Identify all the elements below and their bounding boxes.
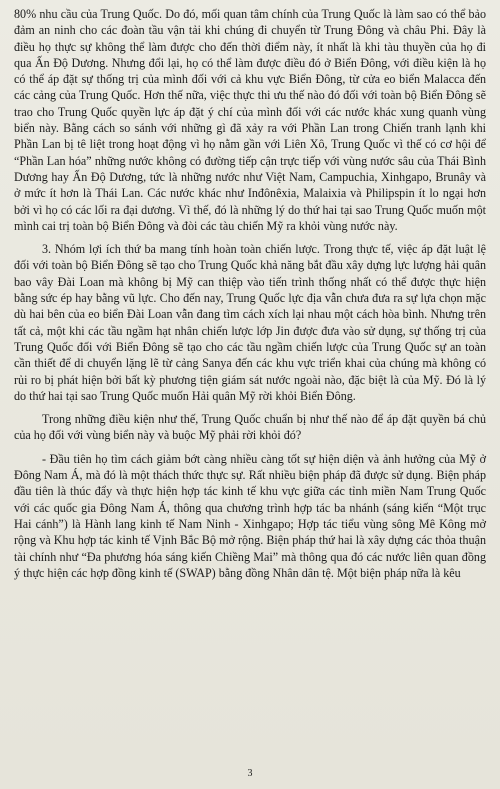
page-number: 3 bbox=[247, 768, 253, 779]
paragraph-4: - Đầu tiên họ tìm cách giảm bớt càng nhiều càng tốt sự hiện diện và ảnh hưởng của Mỹ ở Đông Nam Á, mà đó là một thách thức thực sự. Rất nhiều biện pháp đã được sử dụng. Biện pháp đầu tiên là thúc đẩy và thực hiện hợp tác kinh tế khu vực giữa các tỉnh miền Nam Trung Quốc với các quốc gia Đông Nam Á, thông qua chương trình hợp tác ba nhánh (sáng kiến “Một trục Hai cánh”) là Hành lang kinh tế Nam Ninh - Xinhgapo; Hợp tác tiểu vùng sông Mê Kông mở rộng và Khu hợp tác kinh tế Vịnh Bắc Bộ mở rộng. Biện pháp thứ hai là xây dựng các thỏa thuận tài chính như “Đa phương hóa sáng kiến Chiềng Mai” mà thông qua đó các nước liên quan đồng ý thực hiện các hợp đồng kinh tế (SWAP) bằng đồng Nhân dân tệ. Một biện pháp nữa là kêu bbox=[14, 451, 486, 580]
paragraph-3: Trong những điều kiện như thế, Trung Quốc chuẩn bị như thế nào để áp đặt quyền bá chủ của họ đối với vùng biển này và buộc Mỹ phải rời khỏi đó? bbox=[14, 412, 486, 443]
paragraph-1: 80% nhu cầu của Trung Quốc. Do đó, mối quan tâm chính của Trung Quốc là làm sao có thể bảo đảm an ninh cho các đoàn tầu vận tải khi chúng đi chuyển từ Trung Đông và châu Phi. Đây là điều họ thực sự không thể làm được cho đến thời điểm này, ít nhất là khi tàu thuyền của họ đi qua Ấn Độ Dương. Nhưng đổi lại, họ có thể làm được điều đó ở Biển Đông, với điều kiện là họ có thể áp đặt sự thống trị của mình đối với cả khu vực Biển Đông, từ cửa eo biển Malacca đến các cảng của Trung Quốc. Hơn thế nữa, việc thực thi ưu thế nào đó đối với toàn bộ Biển Đông sẽ trao cho Trung Quốc quyền lực áp đặt ý chí của mình đối với các nước khác xung quanh vùng biển này. Bằng cách so sánh với những gì đã xảy ra với Phần Lan trong Chiến tranh lạnh khi Phần Lan bị tê liệt trong hoạt động vì họ nằm gần với Liên Xô, Trung Quốc vì thế có cơ hội để “Phần Lan hóa” những nước không có đường tiếp cận trực tiếp với vùng nước sâu của Thái Bình Dương hay Ấn Độ Dương, tức là những nước như Việt Nam, Campuchia, Xinhgapo, Brunây và ở mức ít hơn là Thái Lan. Các nước khác như Inđônêxia, Malaixia và Philipspin ít lo ngại hơn bởi vì họ có các lối ra đại dương. Vì thế, đó là những lý do thứ hai tại sao Trung Quốc muốn một mình cai trị toàn bộ Biển Đông và đòi các tàu chiến Mỹ ra khỏi vùng nước này. bbox=[14, 7, 486, 233]
paragraph-2: 3. Nhóm lợi ích thứ ba mang tính hoàn toàn chiến lược. Trong thực tế, việc áp đặt luật lệ đối với toàn bộ Biển Đông sẽ tạo cho Trung Quốc khả năng bắt đầu xây dựng lực lượng hải quân bao vây Đài Loan mà không bị Mỹ can thiệp vào tiến trình thống nhất có thể được thực hiện bằng sức ép hay bằng vũ lực. Cho đến nay, Trung Quốc lực địa vẫn chưa đưa ra sự lựa chọn mặc dù hai bên của eo biển Đài Loan vẫn đang tìm cách xích lại nhau một cách hòa bình. Nhưng trên tất cả, một khi các tầu ngầm hạt nhân chiến lược lớp Jin được đưa vào sử dụng, sự thống trị của Trung Quốc đối với Biển Đông sẽ tạo cho các tầu ngầm chiến lược của Trung Quốc sự an toàn cần thiết để di chuyển lặng lẽ từ cảng Sanya đến các khu vực triển khai của chúng mà không có rủi ro bị phát hiện bởi bất kỳ phương tiện giám sát nước ngoài nào, đặc biệt là của Mỹ. Đó là lý do thứ hai tại sao Trung Quốc muốn Hải quân Mỹ rời khỏi Biển Đông. bbox=[14, 242, 486, 403]
